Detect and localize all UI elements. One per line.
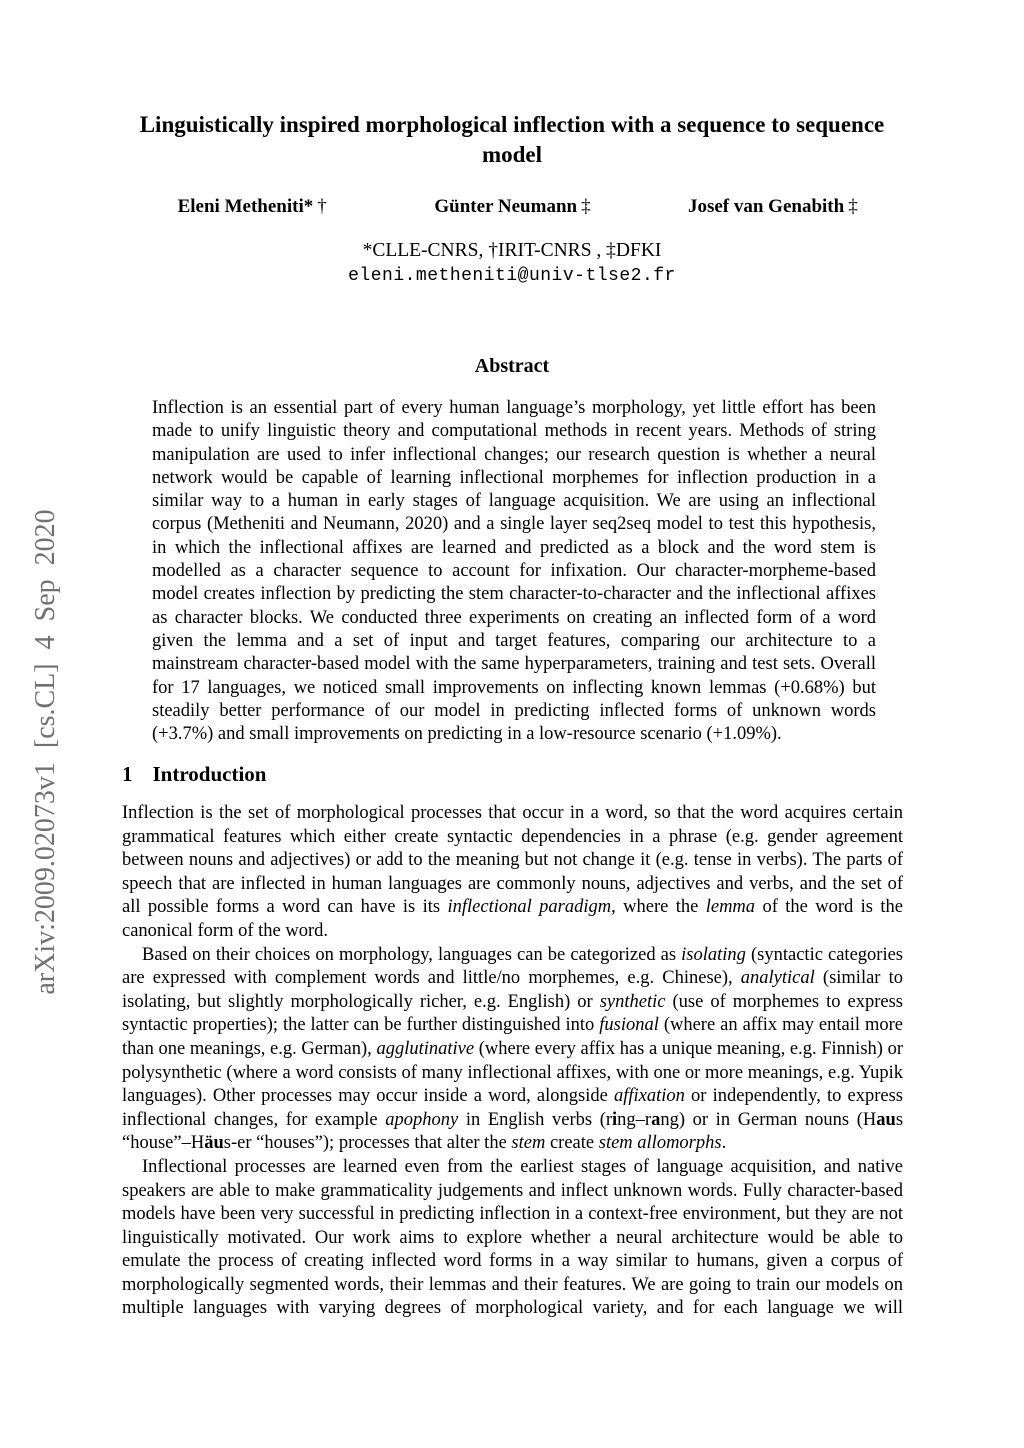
section-1-number: 1: [122, 762, 133, 786]
author-block: [122, 196, 903, 218]
author-3: [643, 196, 903, 218]
abstract-text: Inflection is an essential part of every human language’s morphology, yet little effort has been made to unify linguistic theory and computational methods in recent years. Methods of string manipulation are used to infer inflectional changes; our research question is whether a neural network would be capable of learning inflectional morphemes for inflection production in a similar way to a human in early stages of language acquisition. We are using an inflectional corpus (Metheniti and Neumann, 2020) and a single layer seq2seq model to test this hypothesis, in which the inflectional affixes are learned and predicted as a block and the word stem is modelled as a character sequence to account for infixation. Our character-morpheme-based model creates inflection by predicting the stem character-to-character and the inflectional affixes as character blocks. We conducted three experiments on creating an inflected form of a word given the lemma and a set of input and target features, comparing our architecture to a mainstream character-based model with the same hyperparameters, training and test sets. Overall for 17 languages, we noticed small improvements on inflecting known lemmas (+0.68%) but steadily better performance of our model in predicting inflected forms of unknown words (+3.7%) and small improvements on predicting in a low-resource scenario (+1.09%).: [152, 398, 876, 745]
author-2-name: Günter Neumann: [434, 196, 578, 217]
section-1-heading: [122, 762, 266, 787]
intro-paragraph-1: Inflection is the set of morphological processes that occur in a word, so that the word acquires certain grammatical features which either create syntactic dependencies in a phrase (e.g. gender agreement between nouns and adjectives) or add to the meaning but not change it (e.g. tense in verbs). The parts of speech that are inflected in human languages are commonly nouns, adjectives and verbs, and the set of all possible forms a word can have is its inflectional paradigm, where the lemma of the word is the canonical form of the word.: [122, 803, 903, 941]
author-1: [122, 196, 382, 218]
section-1-title: Introduction: [152, 762, 267, 786]
affiliations-line: *CLLE-CNRS, †IRIT-CNRS , ‡DFKI: [362, 240, 662, 261]
introduction-section: [122, 802, 903, 1321]
author-3-name: Josef van Genabith: [687, 196, 845, 217]
author-3-affiliation-marker: ‡: [848, 196, 858, 217]
arxiv-watermark: arXiv:2009.02073v1 [cs.CL] 4 Sep 2020: [30, 509, 61, 995]
author-2: [382, 196, 642, 218]
author-1-affiliation-marker: †: [317, 196, 327, 217]
author-2-affiliation-marker: ‡: [581, 196, 591, 217]
intro-paragraph-2: Based on their choices on morphology, languages can be categorized as isolating (syntactic categories are expressed with complement words and little/no morphemes, e.g. Chinese), analytical (similar to isolating, but slightly morphologically richer, e.g. English) or synthetic (use of morphemes to express syntactic properties); the latter can be further distinguished into fusional (where an affix may entail more than one meanings, e.g. German), agglutinative (where every affix has a unique meaning, e.g. Finnish) or polysynthetic (where a word consists of many inflectional affixes, with one or more meanings, e.g. Yupik languages). Other processes may occur inside a word, alongside affixation or independently, to express inflectional changes, for example apophony in English verbs (ring–rang) or in German nouns (Haus “house”–Häus-er “houses”); processes that alter the stem create stem allomorphs.: [122, 944, 904, 1154]
paper-title: Linguistically inspired morphological inflection with a sequence to sequence model: [139, 112, 885, 167]
contact-email[interactable]: eleni.metheniti@univ-tlse2.fr: [348, 266, 676, 286]
abstract-heading: Abstract: [474, 355, 550, 377]
author-1-name: Eleni Metheniti*: [177, 196, 314, 217]
intro-paragraph-3: Inflectional processes are learned even from the earliest stages of language acquisition, and native speakers are able to make grammaticality judgements and inflect unknown words. Fully character-based models have been very successful in predicting inflection in a context-free environment, but they are not linguistically motivated. Our work aims to explore whether a neural architecture would be able to emulate the process of creating inflected word forms in a way similar to humans, given a corpus of morphologically segmented words, their lemmas and their features. We are going to train our models on multiple languages with varying degrees of morphological variety, and for each language we will: [122, 1156, 903, 1319]
